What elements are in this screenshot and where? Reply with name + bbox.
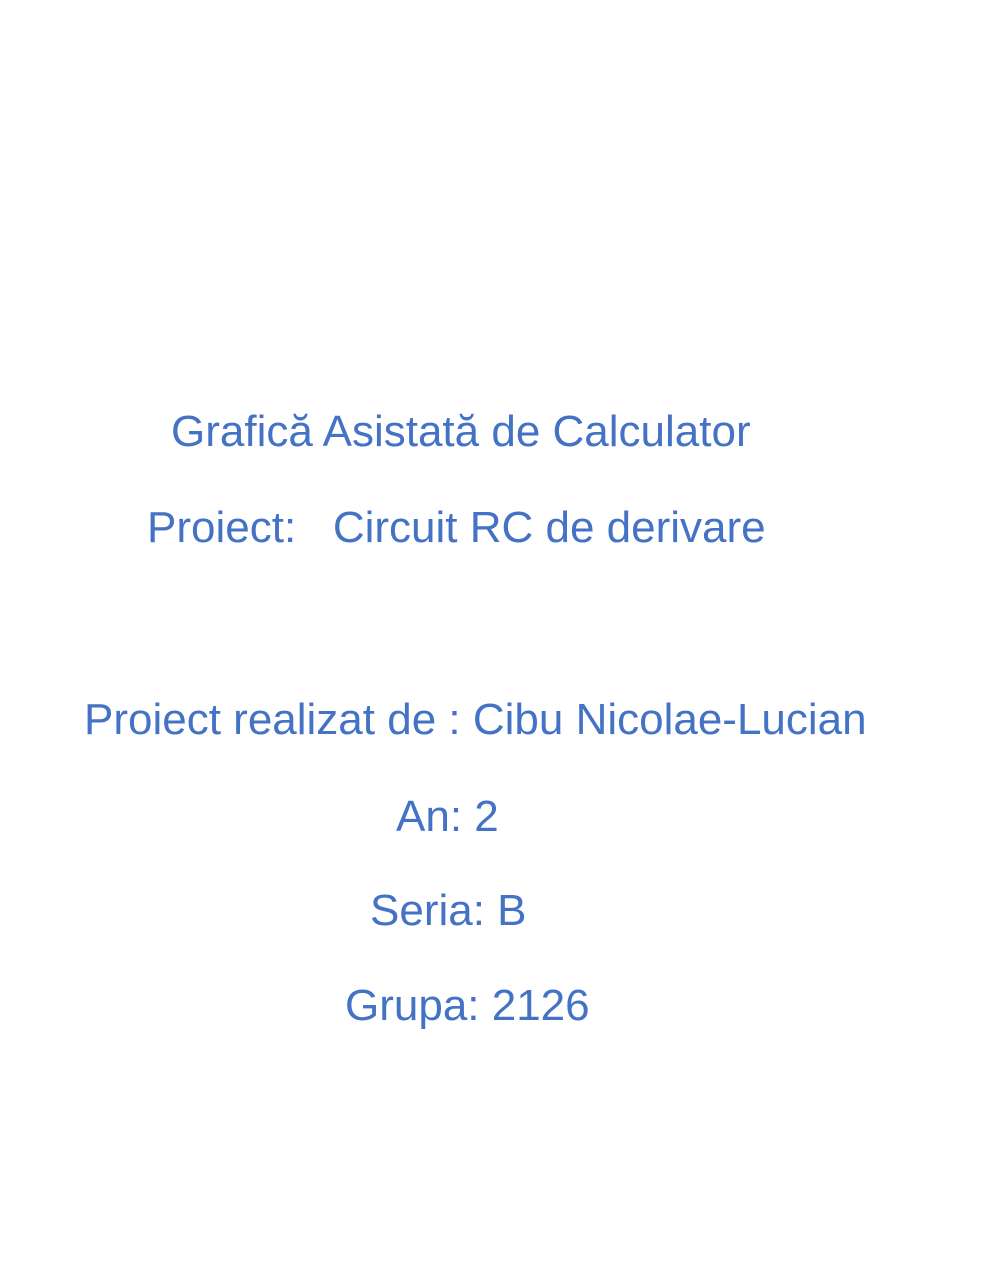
series-line: Seria: B bbox=[370, 886, 527, 935]
group-line: Grupa: 2126 bbox=[345, 981, 590, 1030]
year-line: An: 2 bbox=[396, 792, 499, 841]
project-title: Proiect: Circuit RC de derivare bbox=[147, 503, 766, 552]
course-title: Grafică Asistată de Calculator bbox=[171, 407, 751, 456]
author-line: Proiect realizat de : Cibu Nicolae-Lucian bbox=[84, 695, 867, 744]
